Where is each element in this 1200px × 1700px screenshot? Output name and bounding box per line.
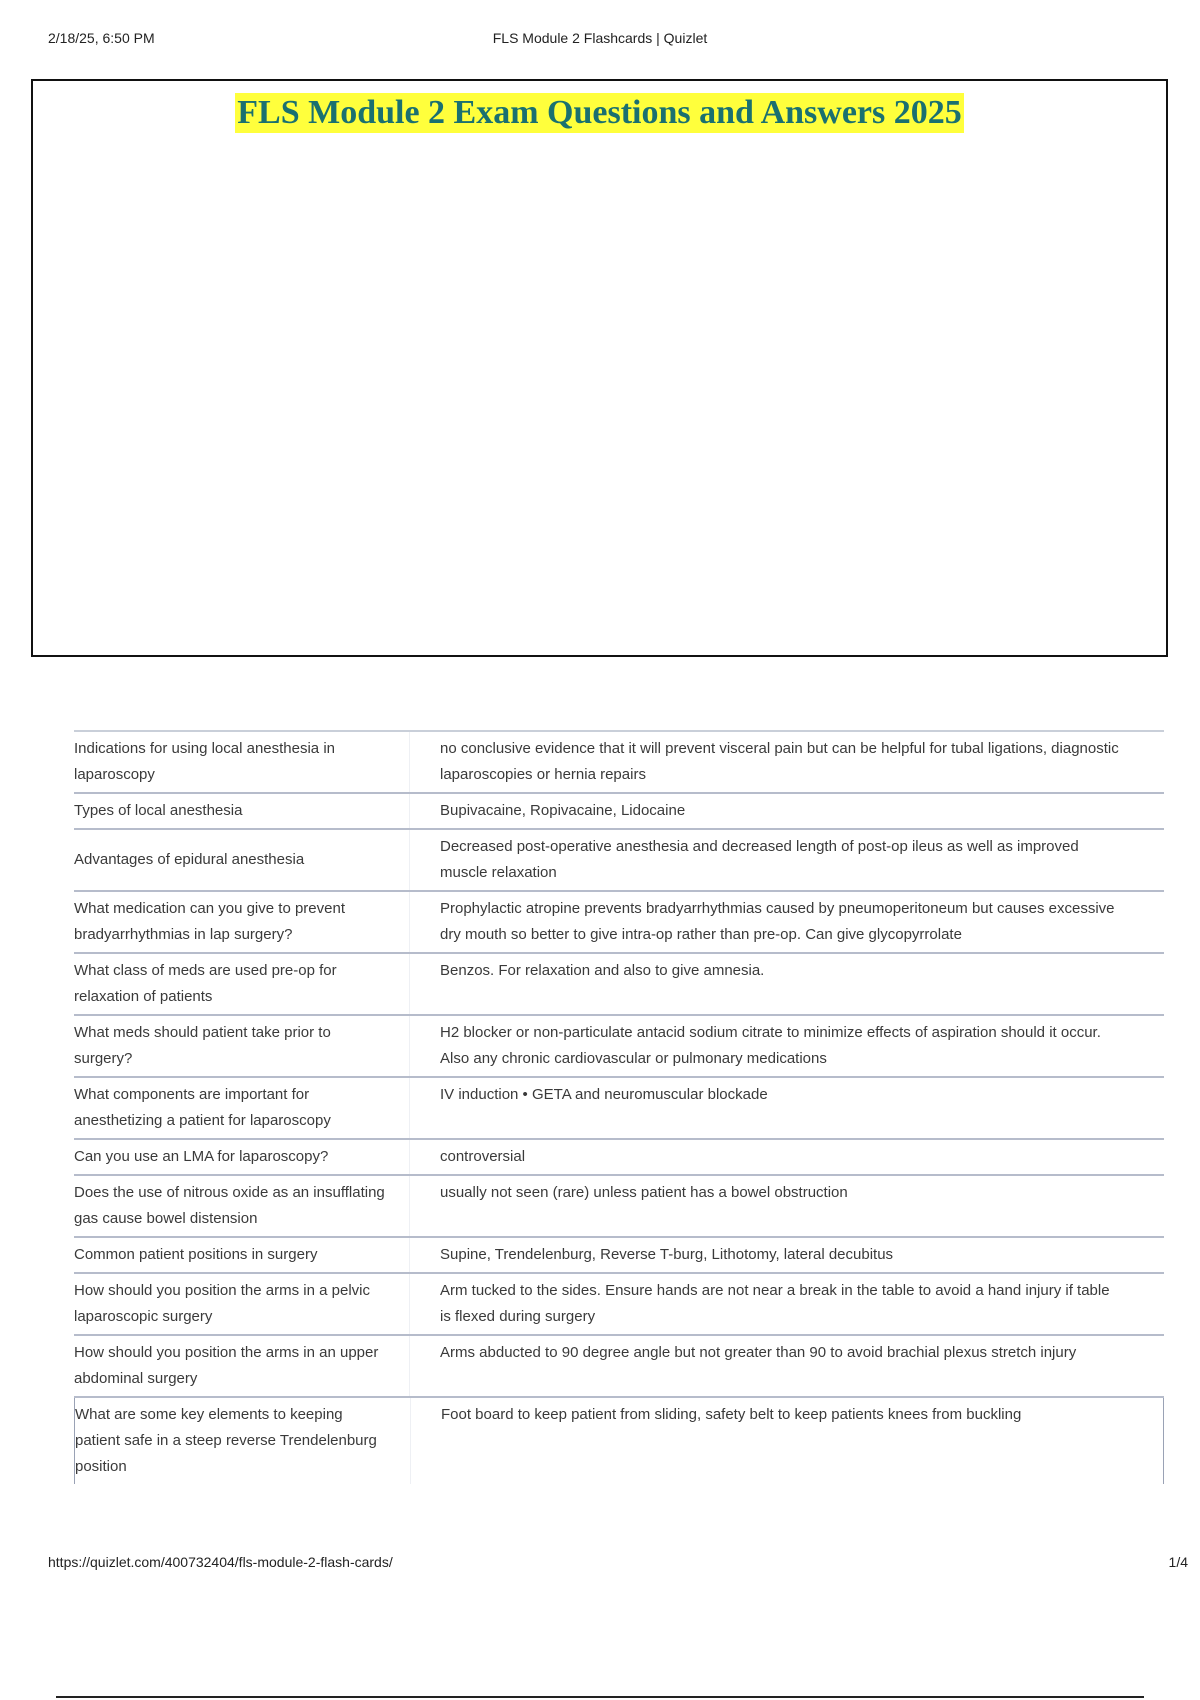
print-footer	[48, 1554, 1188, 1574]
card-term: How should you position the arms in an upper abdominal surgery	[74, 1336, 410, 1396]
flashcard-row	[74, 1078, 1164, 1140]
document-title-wrap	[33, 93, 1166, 133]
print-date: 2/18/25, 6:50 PM	[48, 30, 155, 46]
card-term: Can you use an LMA for laparoscopy?	[74, 1140, 410, 1174]
flashcard-row	[74, 1274, 1164, 1336]
card-definition: Supine, Trendelenburg, Reverse T-burg, Lithotomy, lateral decubitus	[440, 1246, 894, 1263]
card-term: What class of meds are used pre-op for relaxation of patients	[74, 954, 410, 1014]
card-definition: Foot board to keep patient from sliding, safety belt to keep patients knees from buckling	[441, 1406, 1022, 1423]
card-term: Indications for using local anesthesia in laparoscopy	[74, 732, 410, 792]
flashcard-row	[74, 1176, 1164, 1238]
card-term: What medication can you give to prevent bradyarrhythmias in lap surgery?	[74, 892, 410, 952]
page-number: 1/4	[1168, 1554, 1188, 1570]
card-term: Advantages of epidural anesthesia	[74, 830, 410, 890]
flashcard-row	[74, 1016, 1164, 1078]
flashcard-row	[74, 1238, 1164, 1274]
card-term: What meds should patient take prior to surgery?	[74, 1016, 410, 1076]
card-term: Common patient positions in surgery	[74, 1238, 410, 1272]
flashcard-table	[74, 730, 1164, 1484]
flashcard-row	[74, 1336, 1164, 1398]
card-definition: Decreased post-operative anesthesia and decreased length of post-op ileus as well as improved muscle relaxation	[440, 838, 1079, 881]
flashcard-row	[74, 1398, 1164, 1484]
card-term: What components are important for anesthetizing a patient for laparoscopy	[74, 1078, 410, 1138]
flashcard-row	[74, 830, 1164, 892]
card-definition: Prophylactic atropine prevents bradyarrhythmias caused by pneumoperitoneum but causes excessive dry mouth so better to give intra-op rather than pre-op. Can give glycopyrrolate	[440, 900, 1115, 943]
card-term: What are some key elements to keeping patient safe in a steep reverse Trendelenburg position	[75, 1398, 411, 1484]
print-header	[48, 30, 1152, 50]
document-title: FLS Module 2 Exam Questions and Answers 2025	[237, 94, 962, 131]
card-term: Types of local anesthesia	[74, 794, 410, 828]
flashcard-row	[74, 892, 1164, 954]
card-definition: IV induction • GETA and neuromuscular blockade	[440, 1086, 768, 1103]
card-definition: controversial	[440, 1148, 526, 1165]
card-definition: Arm tucked to the sides. Ensure hands are not near a break in the table to avoid a hand injury if table is flexed during surgery	[440, 1282, 1110, 1325]
card-definition: Benzos. For relaxation and also to give amnesia.	[440, 962, 765, 979]
flashcard-row	[74, 954, 1164, 1016]
title-frame	[31, 79, 1168, 657]
flashcard-row	[74, 794, 1164, 830]
card-term: How should you position the arms in a pelvic laparoscopic surgery	[74, 1274, 410, 1334]
card-definition: Bupivacaine, Ropivacaine, Lidocaine	[440, 802, 686, 819]
card-definition: Arms abducted to 90 degree angle but not greater than 90 to avoid brachial plexus stretch injury	[440, 1344, 1077, 1361]
card-definition: no conclusive evidence that it will prevent visceral pain but can be helpful for tubal ligations, diagnostic laparoscopies or hernia repairs	[440, 740, 1119, 783]
flashcard-row	[74, 1140, 1164, 1176]
print-url: https://quizlet.com/400732404/fls-module-2-flash-cards/	[48, 1554, 393, 1570]
card-term: Does the use of nitrous oxide as an insufflating gas cause bowel distension	[74, 1176, 410, 1236]
card-definition: usually not seen (rare) unless patient has a bowel obstruction	[440, 1184, 848, 1201]
card-definition: H2 blocker or non-particulate antacid sodium citrate to minimize effects of aspiration should it occur. Also any chronic cardiovascular or pulmonary medications	[440, 1024, 1101, 1067]
page-divider	[56, 1696, 1144, 1698]
flashcard-row	[74, 732, 1164, 794]
print-page-title: FLS Module 2 Flashcards | Quizlet	[492, 30, 708, 46]
